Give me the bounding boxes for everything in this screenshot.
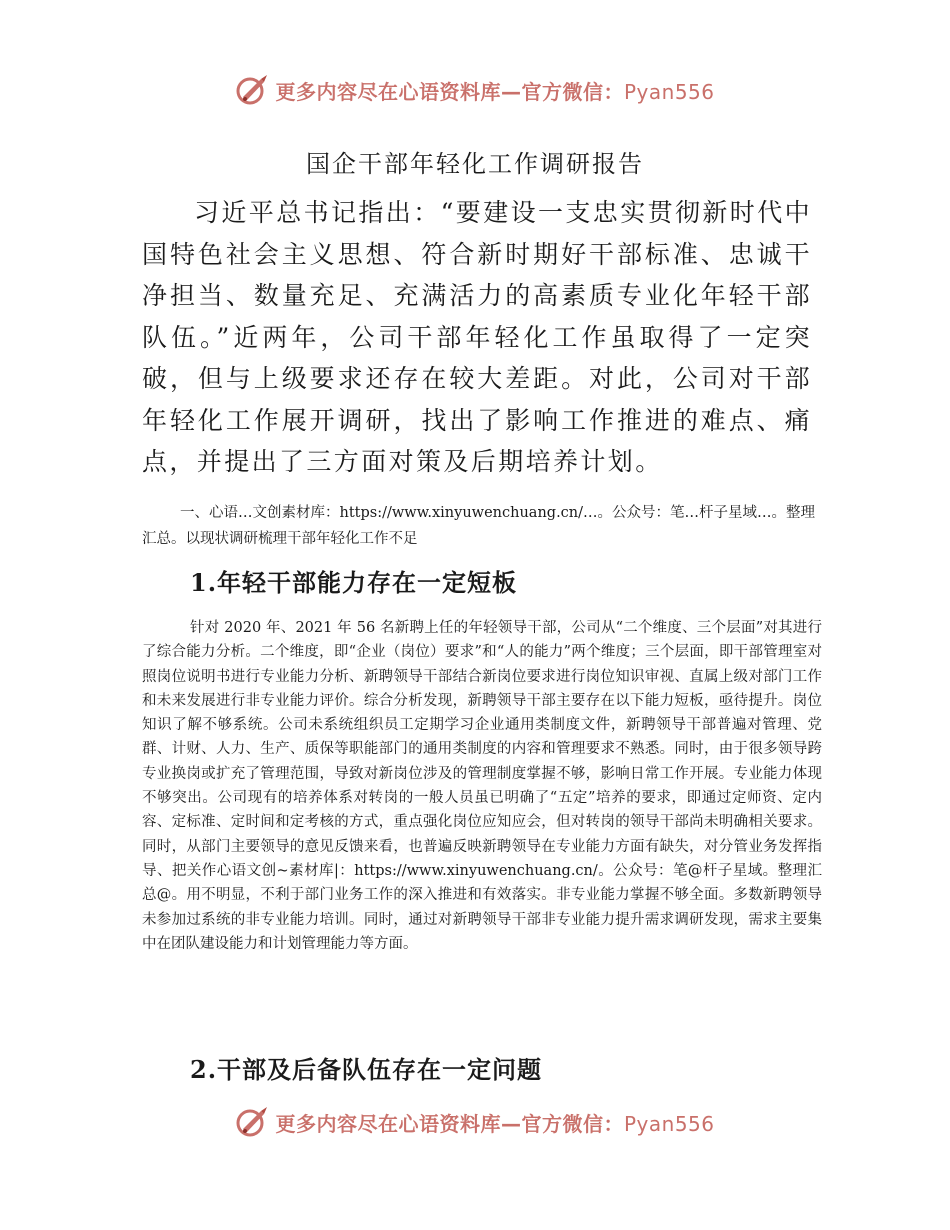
heading-young-cadre-ability: 1.年轻干部能力存在一定短板 <box>190 568 518 597</box>
intro-paragraph: 习近平总书记指出：“要建设一支忠实贯彻新时代中国特色社会主义思想、符合新时期好干部标准、忠诚干净担当、数量充足、充满活力的高素质专业化年轻干部队伍。”近两年，公司干部年轻化工作虽取得了一定突破，但与上级要求还存在较大差距。对此，公司对干部年轻化工作展开调研，找出了影响工作推进的难点、痛点，并提出了三方面对策及后期培养计划。 <box>142 198 812 476</box>
watermark-text <box>275 1108 714 1137</box>
footer-watermark-banner <box>0 1102 950 1142</box>
watermark-caption: 更多内容尽在心语资料库—官方微信： <box>275 1111 624 1136</box>
section-one-line: 一、心语…文创素材库：https://www.xinyuwenchuang.cn/…。公众号：笔…杆子星域…。整理汇总。以现状调研梳理干部年轻化工作不足 <box>142 505 816 547</box>
quill-logo-icon <box>235 73 269 107</box>
body-paragraph-ability-analysis: 针对 2020 年、2021 年 56 名新聘上任的年轻领导干部，公司从“二个维度、三个层面”对其进行了综合能力分析。二个维度，即“企业（岗位）要求”和“人的能力”两个维度；三个层面，即干部管理室对照岗位说明书进行专业能力分析、新聘领导干部结合新岗位要求进行岗位知识审视、直属上级对部门工作和未来发展进行非专业能力评价。综合分析发现，新聘领导干部主要存在以下能力短板，亟待提升。岗位知识了解不够系统。公司未系统组织员工定期学习企业通用类制度文件，新聘领导干部普遍对管理、党群、计财、人力、生产、质保等职能部门的通用类制度的内容和管理要求不熟悉。同时，由于很多领导跨专业换岗或扩充了管理范围，导致对新岗位涉及的管理制度掌握不够，影响日常工作开展。专业能力体现不够突出。公司现有的培养体系对转岗的一般人员虽已明确了“五定”培养的要求，即通过定师资、定内容、定标准、定时间和定考核的方式，重点强化岗位应知应会，但对转岗的领导干部尚未明确相关要求。同时，从部门主要领导的意见反馈来看，也普遍反映新聘领导在专业能力方面有缺失，对分管业务发挥指导、把关作心语文创~素材库|：https://www.xinyuwenchuang.cn/。公众号：笔@杆子星域。整理汇总@。用不明显，不利于部门业务工作的深入推进和有效落实。非专业能力掌握不够全面。多数新聘领导未参加过系统的非专业能力培训。同时，通过对新聘领导干部非专业能力提升需求调研发现，需求主要集中在团队建设能力和计划管理能力等方面。 <box>142 620 822 952</box>
header-watermark-banner <box>0 70 950 110</box>
watermark-text <box>275 76 714 105</box>
quill-logo-icon <box>235 1105 269 1139</box>
watermark-handle: Pyan556 <box>623 1111 715 1136</box>
heading-cadre-reserve-issues: 2.干部及后备队伍存在一定问题 <box>190 1055 543 1084</box>
document-title: 国企干部年轻化工作调研报告 <box>306 150 644 178</box>
watermark-caption: 更多内容尽在心语资料库—官方微信： <box>275 79 624 104</box>
watermark-handle: Pyan556 <box>623 79 715 104</box>
